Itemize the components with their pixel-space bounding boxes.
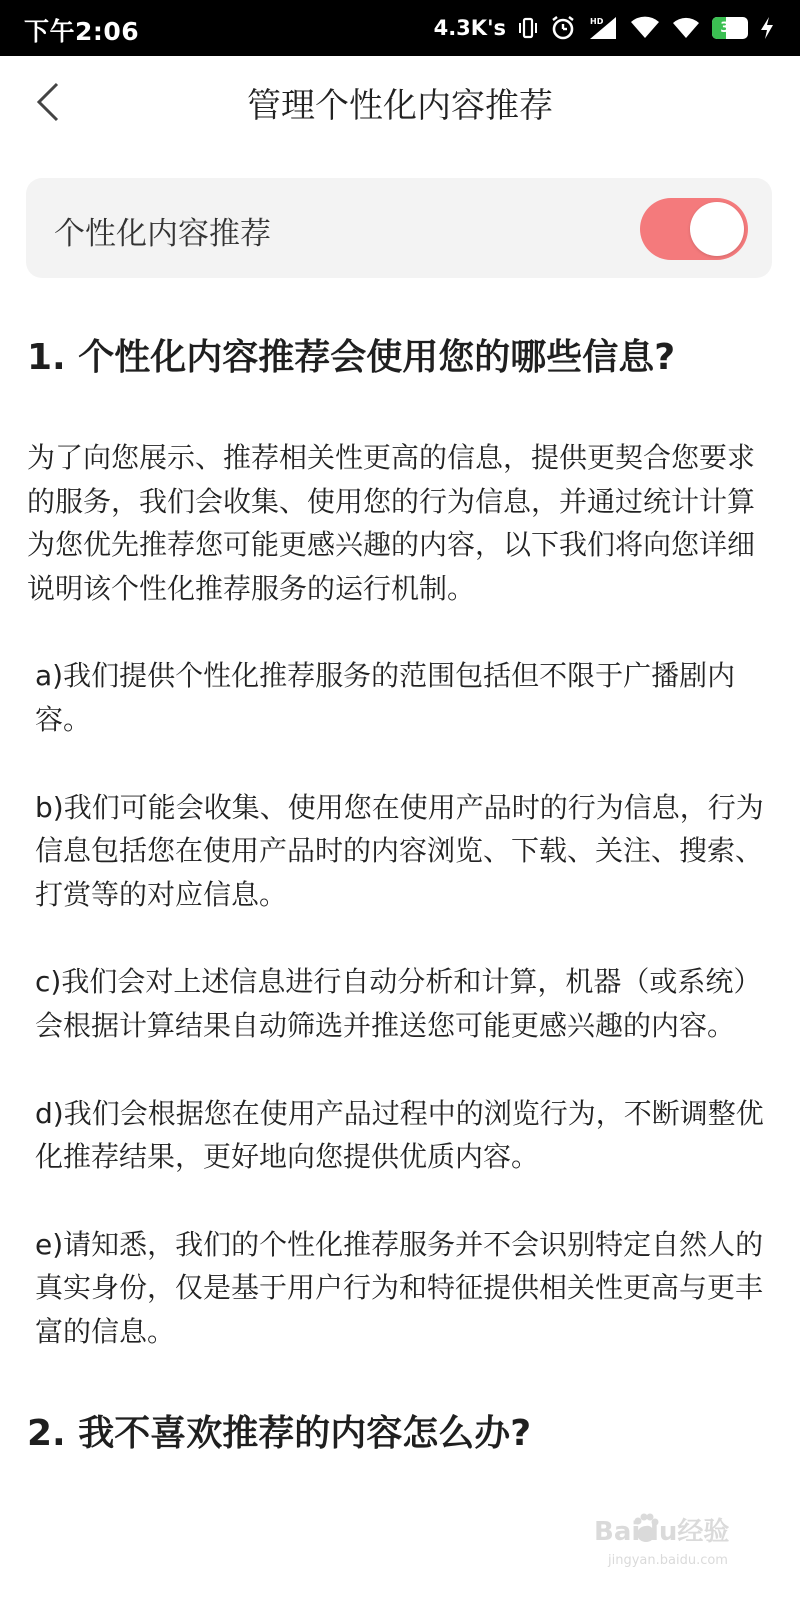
page-title: 管理个性化内容推荐 (247, 86, 553, 126)
content-area (27, 330, 769, 1462)
list-item-b: b)我们可能会收集、使用您在使用产品时的行为信息，行为信息包括您在使用产品时的内容浏览、下载、关注、搜索、打赏等的对应信息。 (35, 790, 764, 911)
vibrate-icon (518, 13, 538, 43)
signal-icon (672, 13, 700, 43)
watermark-url: jingyan.baidu.com (608, 1553, 728, 1568)
svg-text:HD: HD (590, 17, 604, 26)
watermark-text: Baidu经验 (594, 1517, 730, 1547)
intro-paragraph: 为了向您展示、推荐相关性更高的信息，提供更契合您要求的服务，我们会收集、使用您的行为信息，并通过统计计算为您优先推荐您可能更感兴趣的内容，以下我们将向您详细说明该个性化推荐服务的运行机制。 (27, 441, 756, 605)
alarm-icon (550, 13, 576, 43)
list-item-d: d)我们会根据您在使用产品过程中的浏览行为，不断调整优化推荐结果，更好地向您提供优质内容。 (35, 1096, 764, 1174)
list-item-a: a)我们提供个性化推荐服务的范围包括但不限于广播剧内容。 (35, 659, 736, 736)
status-icons (434, 0, 774, 56)
personalized-recommendation-card (26, 178, 772, 278)
battery-level: 38 (720, 20, 740, 36)
charging-icon (760, 13, 774, 43)
wifi-icon (630, 13, 660, 43)
battery-icon (712, 17, 748, 39)
baidu-jingyan-watermark (588, 1504, 748, 1574)
toggle-label: 个性化内容推荐 (54, 216, 271, 252)
network-speed: 4.3K's (433, 16, 506, 40)
section-heading-2: 2. 我不喜欢推荐的内容怎么办? (27, 1412, 532, 1454)
section-heading-1: 1. 个性化内容推荐会使用您的哪些信息? (27, 337, 676, 378)
signal-hd-icon (588, 13, 618, 43)
toggle-knob (690, 202, 744, 256)
header-bar (0, 56, 800, 152)
personalized-recommendation-toggle[interactable] (640, 198, 748, 260)
status-bar (0, 0, 800, 56)
list-item-e: e)请知悉，我们的个性化推荐服务并不会识别特定自然人的真实身份，仅是基于用户行为和特征提供相关性更高与更丰富的信息。 (35, 1227, 764, 1348)
status-time: 下午2:06 (24, 17, 140, 46)
list-item-c: c)我们会对上述信息进行自动分析和计算，机器（或系统）会根据计算结果自动筛选并推送您可能更感兴趣的内容。 (35, 965, 762, 1042)
